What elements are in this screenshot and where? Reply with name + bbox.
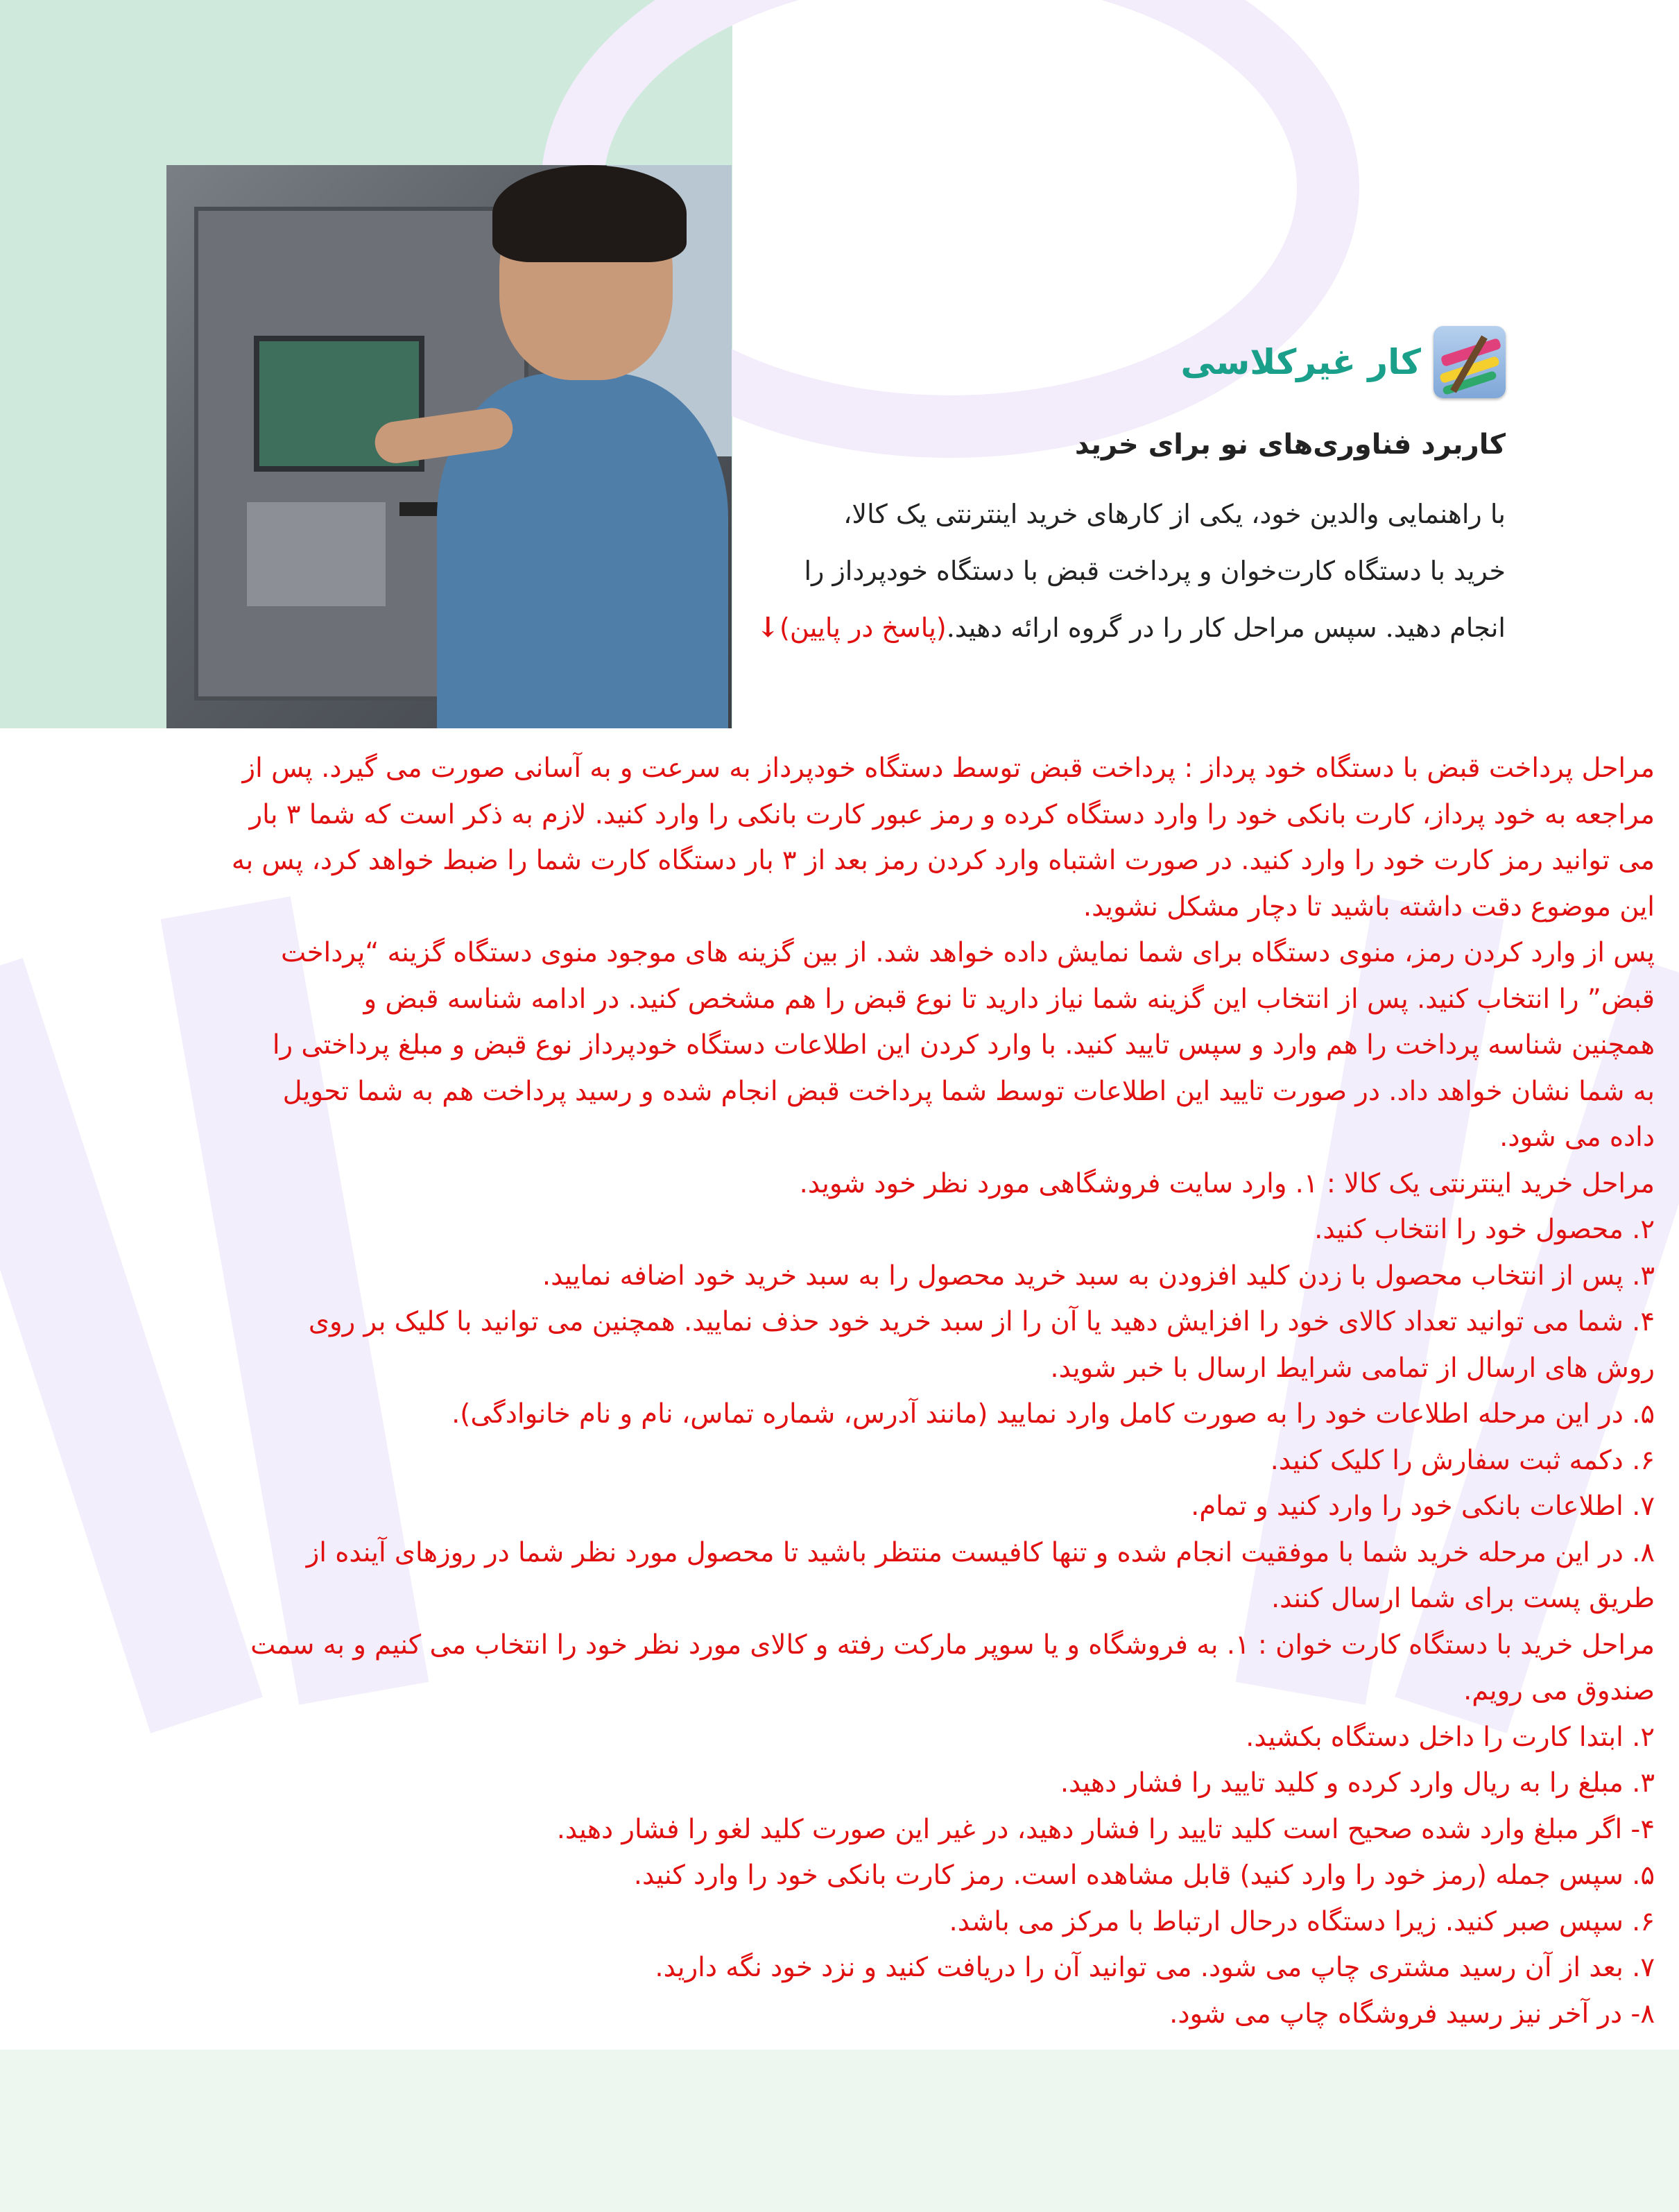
intro-line: انجام دهید. سپس مراحل کار را در گروه ارائه دهید. — [946, 612, 1506, 643]
activity-subtitle: کاربرد فناوری‌های نو برای خرید — [1074, 429, 1506, 461]
answer-line: ۴. شما می توانید تعداد کالای خود را افزایش دهید یا آن را از سبد خرید خود حذف نمایید. همچنین می توانید با کلیک بر روی — [308, 1306, 1655, 1337]
answer-line: ۶. سپس صبر کنید. زیرا دستگاه درحال ارتباط با مرکز می باشد. — [949, 1905, 1655, 1937]
answer-line: روش های ارسال از تمامی شرایط ارسال با خبر شوید. — [1050, 1352, 1655, 1384]
atm-keypad — [247, 502, 386, 606]
intro-line: با راهنمایی والدین خود، یکی از کارهای خرید اینترنتی یک کالا، — [843, 499, 1506, 529]
arrow-down-icon: ↓ — [756, 611, 780, 644]
answer-line: داده می شود. — [1499, 1122, 1655, 1153]
answer-line: ۲. محصول خود را انتخاب کنید. — [1314, 1214, 1655, 1245]
answer-line: ۸. در این مرحله خرید شما با موفقیت انجام شده و تنها کافیست منتظر باشید تا محصول مورد نظر شما در روزهای آینده از — [306, 1536, 1655, 1568]
answer-line: مراحل پرداخت قبض با دستگاه خود پرداز : پرداخت قبض توسط دستگاه خودپرداز به سرعت و به آسانی صورت می گیرد. پس از — [242, 753, 1655, 784]
answer-line: ۶. دکمه ثبت سفارش را کلیک کنید. — [1270, 1444, 1655, 1476]
boy-hair — [492, 165, 687, 262]
answer-line: ۷. بعد از آن رسید مشتری چاپ می شود. می توانید آن را دریافت کنید و نزد خود نگه دارید. — [655, 1952, 1655, 1983]
answer-line: ۵. در این مرحله اطلاعات خود را به صورت کامل وارد نمایید (مانند آدرس، شماره تماس، نام و نام خانوادگی). — [451, 1398, 1655, 1430]
answer-line: می توانید رمز کارت خود را وارد کنید. در صورت اشتباه وارد کردن رمز بعد از ۳ بار دستگاه کارت شما را ضبط خواهد کرد، پس به — [231, 845, 1655, 876]
activity-header — [1180, 326, 1506, 398]
answer-line: طریق پست برای شما ارسال کنند. — [1271, 1583, 1655, 1614]
answer-line: ۴- اگر مبلغ وارد شده صحیح است کلید تایید را فشار دهید، در غیر این صورت کلید لغو را فشار دهید. — [556, 1813, 1655, 1845]
answer-line: پس از وارد کردن رمز، منوی دستگاه برای شما نمایش داده خواهد شد. از بین گزینه های موجود منوی دستگاه گزینه “پرداخت — [280, 937, 1655, 968]
bottom-band — [0, 2050, 1679, 2212]
answer-line: همچنین شناسه پرداخت را هم وارد و سپس تایید کنید. با وارد کردن این اطلاعات دستگاه خودپرداز نوع قبض و مبلغ پرداختی را — [272, 1029, 1655, 1061]
answer-line: ۳. پس از انتخاب محصول با زدن کلید افزودن به سبد خرید محصول را به سبد خرید خود اضافه نمایید. — [542, 1260, 1655, 1292]
answer-line: ۵. سپس جمله (رمز خود را وارد کنید) قابل مشاهده است. رمز کارت بانکی خود را وارد کنید. — [633, 1860, 1655, 1891]
answer-line: ۸- در آخر نیز رسید فروشگاه چاپ می شود. — [1169, 1998, 1655, 2030]
answer-line: ۲. ابتدا کارت را داخل دستگاه بکشید. — [1246, 1721, 1655, 1753]
answer-line: مراجعه به خود پرداز، کارت بانکی خود را وارد دستگاه کرده و رمز عبور کارت بانکی را وارد کنید. لازم به ذکر است که شما ۳ بار — [249, 798, 1655, 830]
answer-text — [32, 746, 1655, 2037]
answer-line: مراحل خرید با دستگاه کارت خوان : ۱. به فروشگاه و یا سوپر مارکت رفته و کالای مورد نظر خود را انتخاب می کنیم و به سمت — [250, 1629, 1655, 1661]
activity-title: کار غیرکلاسی — [1180, 342, 1421, 382]
paint-brush-icon — [1433, 326, 1506, 398]
answer-hint: (پاسخ در پایین) — [780, 612, 947, 643]
intro-line: خرید با دستگاه کارت‌خوان و پرداخت قبض با دستگاه خودپرداز را — [804, 556, 1506, 586]
answer-line: ۷. اطلاعات بانکی خود را وارد کنید و تمام. — [1191, 1491, 1655, 1522]
answer-line: قبض” را انتخاب کنید. پس از انتخاب این گزینه شما نیاز دارید تا نوع قبض را هم مشخص کنید. در ادامه شناسه قبض و — [363, 983, 1655, 1015]
answer-line: صندوق می رویم. — [1463, 1675, 1655, 1706]
atm-photo — [166, 165, 732, 728]
answer-line: به شما نشان خواهد داد. در صورت تایید این اطلاعات توسط شما پرداخت قبض انجام شده و رسید پرداخت هم به شما تحویل — [282, 1075, 1655, 1107]
answer-line: ۳. مبلغ را به ریال وارد کرده و کلید تایید را فشار دهید. — [1060, 1767, 1655, 1799]
answer-line: مراحل خرید اینترنتی یک کالا : ۱. وارد سایت فروشگاهی مورد نظر خود شوید. — [799, 1167, 1655, 1199]
activity-instructions — [687, 486, 1506, 656]
intro-line-last — [687, 599, 1506, 656]
answer-line: این موضوع دقت داشته باشید تا دچار مشکل نشوید. — [1083, 891, 1655, 923]
